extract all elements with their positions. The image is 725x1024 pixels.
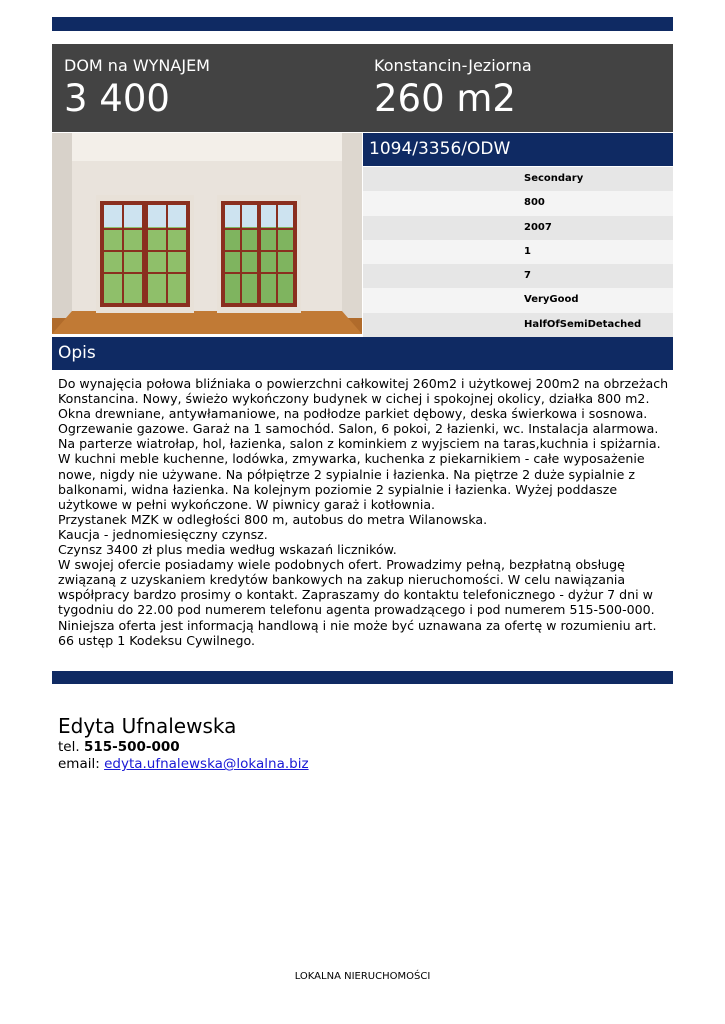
attribute-value: HalfOfSemiDetached [524, 318, 642, 330]
phone-label: tel. [58, 739, 80, 755]
attribute-row [363, 264, 673, 288]
description-body [58, 376, 670, 648]
attribute-row [363, 288, 673, 312]
description-paragraph: Czynsz 3400 zł plus media według wskazań liczników. [58, 542, 397, 558]
attribute-value: VeryGood [524, 294, 579, 306]
listing-area: 260 m2 [374, 77, 516, 120]
attribute-value: 7 [524, 270, 531, 282]
agent-phone-line [58, 739, 309, 756]
listing-header [52, 44, 673, 132]
listing-location: Konstancin-Jeziorna [374, 56, 532, 75]
attribute-value: 2007 [524, 221, 552, 233]
bottom-bar [52, 671, 673, 684]
attribute-row [363, 313, 673, 337]
listing-type: DOM na WYNAJEM [64, 56, 210, 75]
attribute-row [363, 216, 673, 240]
description-paragraph: W swojej ofercie posiadamy wiele podobnych ofert. Prowadzimy pełną, bezpłatną obsługę związaną z uzyskaniem kredytów bankowych na zakup nieruchomości. W celu nawiązania współpracy bardzo prosimy o kontakt. Zapraszamy do kontaktu telefonicznego - dyżur 7 dni w tygodniu do 22.00 pod numerem telefonu agenta prowadzącego i pod numerem 515-500-000. Niniejsza oferta jest informacją handlową i nie może być uznawana za ofertę w rozumieniu art. 66 ustęp 1 Kodeksu Cywilnego. [58, 557, 657, 648]
agent-name: Edyta Ufnalewska [58, 714, 237, 738]
footer-text: LOKALNA NIERUCHOMOŚCI [294, 971, 431, 982]
description-paragraph: Na parterze wiatrołap, hol, łazienka, salon z kominkiem z wyjsciem na taras,kuchnia i spiżarnia. W kuchni meble kuchenne, lodówka, zmywarka, kuchenka z piekarnikiem - całe wyposażenie nowe, nigdy nie używane. Na półpiętrze 2 sypialnie i łazienka. Na piętrze 2 duże sypialnie z balkonami, widna łazienka. Na kolejnym poziomie 2 sypialnie i łazienka. Wyżej poddasze użytkowe w pełni wykończone. W piwnicy garaż i kotłownia. [58, 436, 661, 512]
attribute-row [363, 191, 673, 215]
listing-reference: 1094/3356/ODW [363, 133, 673, 166]
agent-phone: 515-500-000 [83, 739, 180, 755]
description-heading: Opis [52, 337, 673, 370]
agent-email-line [58, 756, 309, 773]
attribute-value: Secondary [524, 173, 584, 184]
agent-email-link[interactable]: edyta.ufnalewska@lokalna.biz [104, 756, 309, 772]
attribute-value: 1 [524, 245, 531, 257]
description-paragraph: Do wynajęcia połowa bliźniaka o powierzchni całkowitej 260m2 i użytkowej 200m2 na obrzeżach Konstancina. Nowy, świeżo wykończony budynek w cichej i spokojnej okolicy, działka 800 m2. Okna drewniane, antywłamaniowe, na podłodze parkiet dębowy, deska świerkowa i sosnowa. Ogrzewanie gazowe. Garaż na 1 samochód. Salon, 6 pokoi, 2 łazienki, wc. Instalacja alarmowa. [58, 376, 669, 437]
attribute-row [363, 167, 673, 191]
property-photo [52, 133, 362, 334]
agent-contact [58, 713, 309, 773]
listing-price: 3 400 [64, 77, 170, 120]
email-label: email: [58, 756, 100, 772]
attributes-table [363, 167, 673, 337]
description-paragraph: Przystanek MZK w odległości 800 m, autobus do metra Wilanowska. [58, 511, 488, 527]
top-bar [52, 17, 673, 31]
description-paragraph: Kaucja - jednomiesięczny czynsz. [58, 526, 268, 542]
attribute-row [363, 240, 673, 264]
attribute-value: 800 [524, 197, 545, 209]
